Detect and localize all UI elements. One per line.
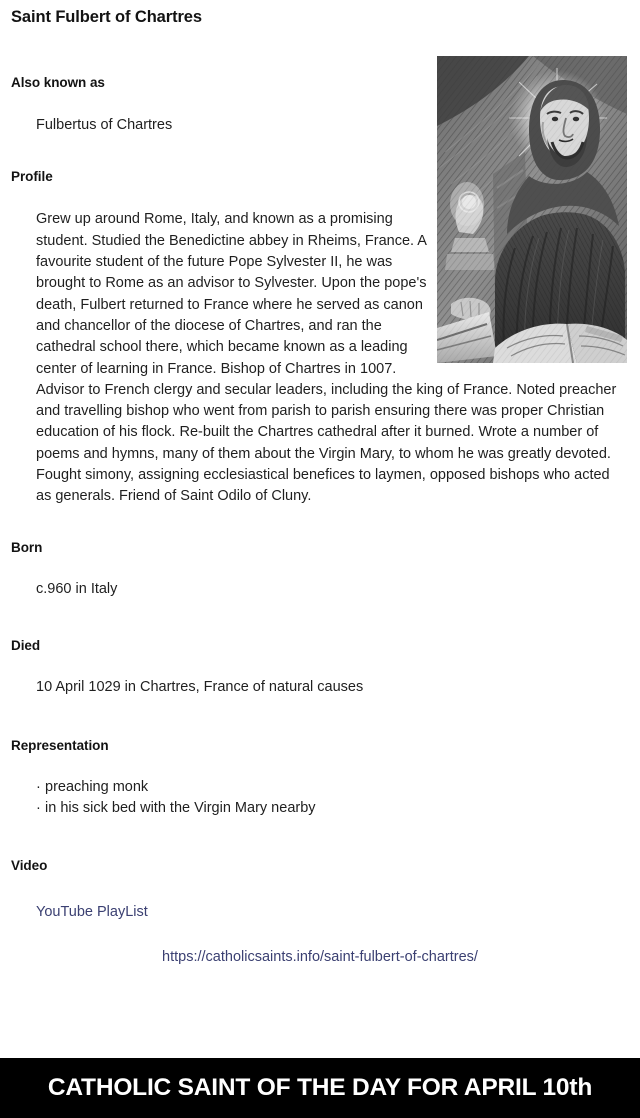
portrait-engraving-svg [437,56,627,363]
born-text: c.960 in Italy [36,580,118,597]
profile-text: Grew up around Rome, Italy, and known as a promising student. Studied the Benedictine abbey in Rheims, France. A favourite student of the future Pope Sylvester II, he was brought to Rome as an advisor to Sylvester. Upon the pope's death, Fulbert returned to France where he served as canon and chancellor of the diocese of Chartres, and ran the cathedral school there, which became known as a leading center of learning in France. Bishop of Chartres in 1007. Advisor to French clergy and secular leaders, including the king of France. Noted preacher and travelling bishop who went from parish to parish ensuring there was proper Christian education of his flock. Re-built the Chartres cathedral after it burned. Wrote a number of poems and hymns, many of them about the Virgin Mary, to whom he was greatly devoted. Fought simony, assigning ecclesiastical benefices to laymen, opposed bishops who acted as generals. Friend of Saint Odilo of Cluny. [36,211,617,505]
representation-list [11,754,626,820]
section-heading-also-known-as: Also known as [11,74,105,90]
youtube-playlist-link[interactable]: YouTube PlayList [36,903,148,920]
section-heading-profile: Profile [11,169,53,185]
section-heading-born: Born [11,539,43,555]
section-heading-video: Video [11,858,48,874]
list-item-label: preaching monk [45,778,149,795]
saint-portrait-image [437,56,627,363]
also-known-as-text: Fulbertus of Chartres [36,116,173,133]
bullet-icon: · [36,778,41,795]
video-link-row [11,875,626,923]
bullet-icon: · [36,800,41,817]
list-item-label: in his sick bed with the Virgin Mary nearby [45,800,316,817]
list-item [36,798,626,819]
bottom-banner [0,1058,640,1118]
source-url[interactable]: https://catholicsaints.info/saint-fulbert-of-chartres/ [162,948,478,965]
section-heading-died: Died [11,638,41,654]
banner-text: CATHOLIC SAINT OF THE DAY FOR APRIL 10th [47,1073,593,1101]
died-text: 10 April 1029 in Chartres, France of natural causes [36,679,364,696]
list-item [36,777,626,798]
page-title: Saint Fulbert of Chartres [11,8,202,26]
section-heading-representation: Representation [11,737,109,753]
